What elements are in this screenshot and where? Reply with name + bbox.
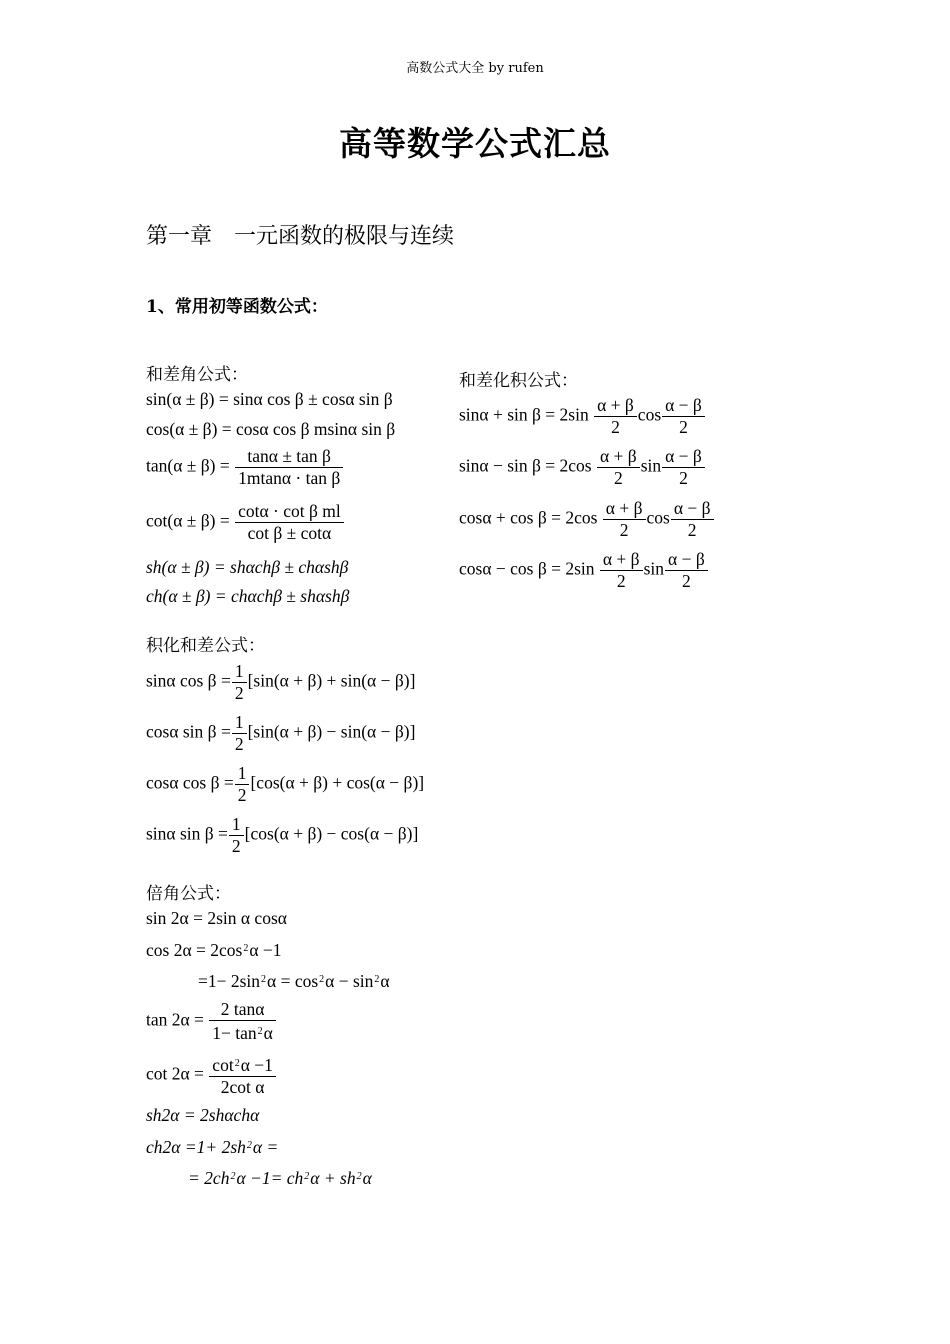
denominator: 2	[679, 468, 688, 488]
formula-lhs: cosα − cos β = 2sin	[459, 558, 595, 579]
formula-tan-double	[146, 999, 277, 1044]
half-fraction	[235, 763, 250, 806]
denominator: 2	[237, 785, 247, 805]
formula-lhs: cot 2α =	[146, 1063, 204, 1084]
square-exponent: 2	[374, 974, 380, 985]
formula-mid: cos	[637, 404, 662, 425]
half-fraction	[232, 661, 247, 704]
numerator: 2 tanα	[209, 999, 276, 1021]
numerator	[209, 1053, 276, 1077]
formula-lhs: tan 2α =	[146, 1009, 204, 1030]
numerator: 1	[232, 661, 247, 683]
section-heading: 1、常用初等函数公式：	[146, 297, 328, 317]
formula-sh-sum	[146, 557, 348, 577]
square-exponent: 2	[246, 1140, 252, 1151]
fraction	[600, 549, 643, 592]
formula-lhs: cosα cos β =	[146, 772, 234, 793]
formula-part: α	[380, 971, 390, 991]
formula-sh-double: sh2α = 2shαchα	[146, 1105, 260, 1125]
numerator: α − β	[662, 446, 705, 468]
square-exponent: 2	[319, 974, 325, 985]
ch-sum-lhs: ch(α ± β) =	[146, 586, 227, 606]
formula-lhs: sinα cos β =	[146, 670, 231, 691]
fraction	[665, 549, 708, 592]
fraction	[209, 1053, 276, 1098]
formula-sin-sin-product	[146, 814, 418, 857]
fraction	[662, 395, 705, 438]
formula-mid: sin	[643, 558, 665, 579]
cot-sum-denominator: cot β ± cotα	[247, 523, 332, 543]
denominator: 2	[613, 468, 623, 488]
formula-lhs: cosα sin β =	[146, 721, 231, 742]
formula-part: α −1	[249, 940, 282, 960]
formula-tan-sum	[146, 446, 344, 489]
formula-cot-double	[146, 1053, 277, 1098]
formula-part: α	[362, 1168, 372, 1188]
formula-ch-sum	[146, 586, 349, 606]
numerator: 1	[235, 763, 250, 785]
double-angle-heading: 倍角公式：	[146, 884, 231, 904]
formula-part: = 2ch	[188, 1168, 230, 1188]
sum-to-product-heading: 和差化积公式：	[459, 371, 578, 391]
formula-part: α	[263, 1023, 273, 1043]
formula-part: α −1= ch	[236, 1168, 304, 1188]
denominator: 2cot α	[220, 1077, 265, 1097]
page-header: 高数公式大全 by rufen	[406, 61, 544, 76]
numerator: α + β	[597, 446, 640, 468]
denominator: 2	[234, 734, 244, 754]
numerator: α − β	[665, 549, 708, 571]
formula-ch-double	[146, 1136, 278, 1157]
cot-sum-lhs: cot(α ± β) =	[146, 510, 230, 531]
formula-cot-sum	[146, 501, 345, 544]
denominator: 2	[687, 520, 697, 540]
numerator: α + β	[600, 549, 643, 571]
cot-sum-numerator: cotα · cot β ml	[235, 501, 344, 523]
numerator: 1	[229, 814, 244, 836]
sh-sum-lhs: sh(α ± β) =	[146, 557, 226, 577]
square-exponent: 2	[304, 1171, 310, 1182]
formula-cos-double-alt	[198, 970, 390, 991]
formula-lhs: sinα − sin β = 2cos	[459, 455, 592, 476]
denominator: 2	[234, 683, 244, 703]
formula-cos-sin-product	[146, 712, 415, 755]
formula-rhs: [sin(α + β) + sin(α − β)]	[247, 670, 416, 691]
formula-part: α = cos	[267, 971, 319, 991]
document-title: 高等数学公式汇总	[339, 124, 611, 163]
fraction	[597, 446, 640, 489]
formula-cos-sum: cos(α ± β) = cosα cos β msinα sin β	[146, 419, 396, 439]
denominator: 2	[619, 520, 629, 540]
formula-cos-double	[146, 939, 282, 960]
denominator: 2	[679, 417, 688, 437]
denominator	[209, 1021, 276, 1044]
tan-sum-numerator: tanα ± tan β	[235, 446, 343, 468]
formula-cos-plus-cos	[459, 498, 715, 541]
denominator: 2	[611, 417, 620, 437]
chapter-heading: 第一章 一元函数的极限与连续	[146, 224, 455, 249]
formula-part: cos 2α = 2cos	[146, 940, 243, 960]
fraction	[209, 999, 276, 1044]
product-to-sum-heading: 积化和差公式：	[146, 636, 265, 656]
formula-part: 1− tan	[212, 1023, 257, 1043]
formula-part: α + sh	[310, 1168, 356, 1188]
formula-part: α =	[252, 1137, 279, 1157]
numerator: α − β	[662, 395, 705, 417]
square-exponent: 2	[261, 974, 267, 985]
formula-part: ch2α =1+ 2sh	[146, 1137, 246, 1157]
sum-diff-heading: 和差角公式：	[146, 365, 248, 385]
numerator: α + β	[594, 395, 637, 417]
formula-sin-sum: sin(α ± β) = sinα cos β ± cosα sin β	[146, 389, 393, 409]
square-exponent: 2	[234, 1058, 240, 1069]
formula-ch-double-alt	[188, 1167, 372, 1188]
denominator: 2	[231, 836, 241, 856]
formula-rhs: [cos(α + β) − cos(α − β)]	[244, 823, 419, 844]
formula-sin-double: sin 2α = 2sin α cosα	[146, 908, 287, 928]
fraction	[594, 395, 637, 438]
fraction	[671, 498, 714, 541]
formula-cos-cos-product	[146, 763, 424, 806]
numerator: α + β	[603, 498, 646, 520]
square-exponent: 2	[230, 1171, 236, 1182]
half-fraction	[229, 814, 244, 857]
cot-sum-fraction	[235, 501, 344, 544]
formula-rhs: [cos(α + β) + cos(α − β)]	[250, 772, 425, 793]
formula-rhs: [sin(α + β) − sin(α − β)]	[247, 721, 416, 742]
tan-sum-fraction	[235, 446, 343, 489]
formula-part: =1− 2sin	[198, 971, 261, 991]
formula-sin-minus-sin	[459, 446, 706, 489]
tan-sum-denominator: 1mtanα · tan β	[238, 468, 341, 488]
formula-part: α −1	[240, 1055, 273, 1075]
formula-lhs: sinα + sin β = 2sin	[459, 404, 589, 425]
formula-part: α − sin	[325, 971, 374, 991]
ch-sum-rhs: chαchβ ± shαshβ	[231, 586, 350, 606]
formula-part: cot	[212, 1055, 234, 1075]
tan-sum-lhs: tan(α ± β) =	[146, 455, 230, 476]
denominator: 2	[616, 571, 626, 591]
square-exponent: 2	[257, 1026, 263, 1037]
formula-lhs: cosα + cos β = 2cos	[459, 507, 598, 528]
formula-sin-cos-product	[146, 661, 415, 704]
square-exponent: 2	[356, 1171, 362, 1182]
denominator: 2	[682, 571, 691, 591]
numerator: α − β	[671, 498, 714, 520]
numerator: 1	[232, 712, 247, 734]
formula-lhs: sinα sin β =	[146, 823, 228, 844]
sh-sum-rhs: shαchβ ± chαshβ	[230, 557, 349, 577]
half-fraction	[232, 712, 247, 755]
formula-cos-minus-cos	[459, 549, 709, 592]
formula-sin-plus-sin	[459, 395, 706, 438]
formula-mid: sin	[640, 455, 662, 476]
fraction	[603, 498, 646, 541]
square-exponent: 2	[243, 943, 249, 954]
fraction	[662, 446, 705, 489]
formula-mid: cos	[646, 507, 670, 528]
